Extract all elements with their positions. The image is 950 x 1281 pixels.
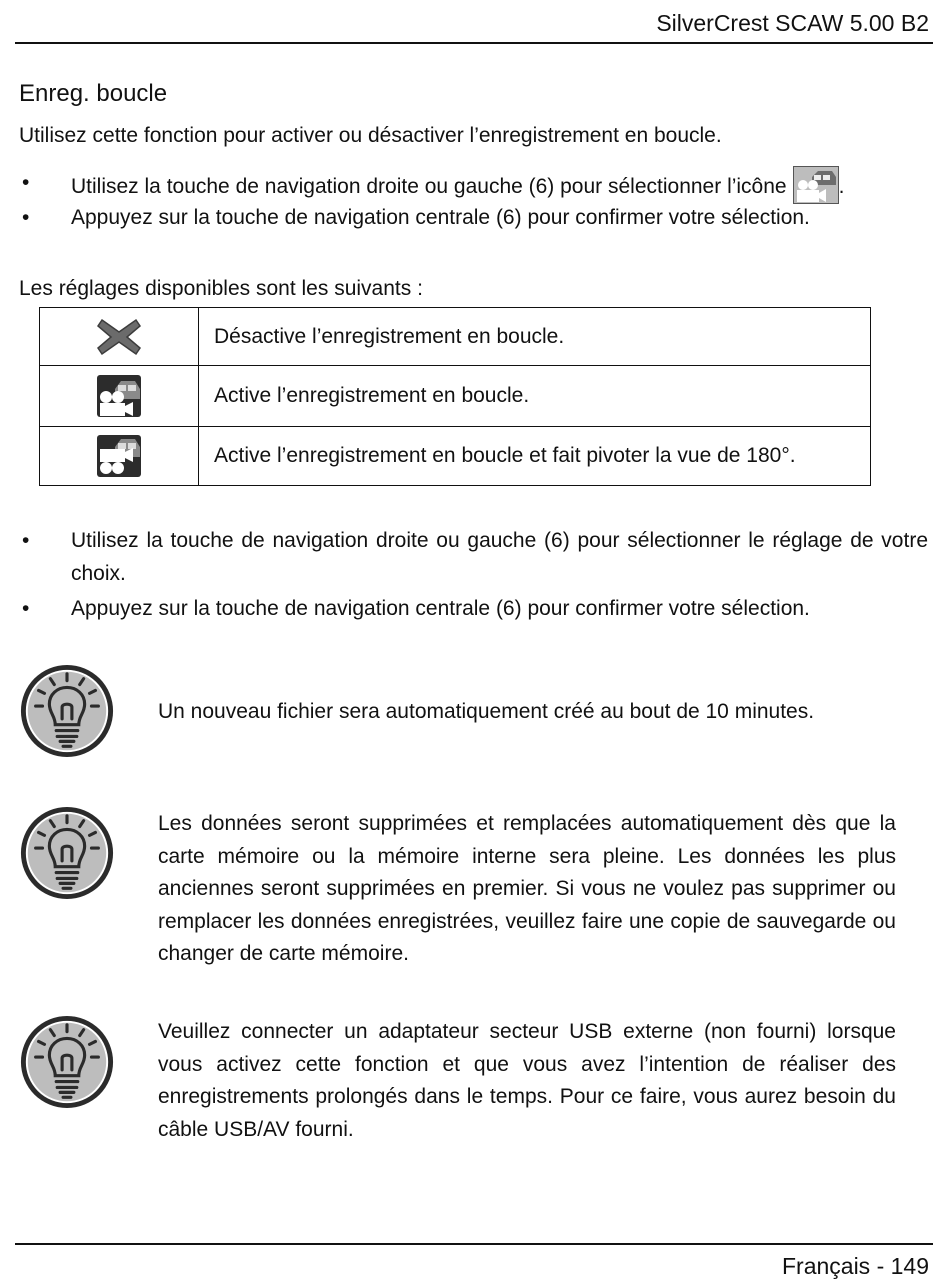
x-icon: [96, 316, 142, 358]
bullet-symbol: •: [22, 597, 30, 620]
lightbulb-icon: [18, 804, 116, 902]
table-row: [40, 308, 871, 366]
loop-record-rotate-icon: [97, 435, 141, 477]
loop-record-icon: [97, 375, 141, 417]
setting-description: Désactive l’enregistrement en boucle.: [199, 308, 871, 366]
tip-text: Les données seront supprimées et remplacées automatiquement dès que la carte mémoire ou la mémoire interne sera pleine. Les données les plus anciennes seront supprimées en premier. Si vous ne voulez pas supprimer ou remplacer les données enregistrées, veuillez faire une copie de sauvegarde ou changer de carte mémoire.: [158, 812, 896, 965]
bullet-text: Appuyez sur la touche de navigation centrale (6) pour confirmer votre sélection.: [71, 206, 810, 229]
tip-text: Veuillez connecter un adaptateur secteur USB externe (non fourni) lorsque vous activez cette fonction et que vous avez l’intention de réaliser des enregistrements prolongés dans le temps. Pour ce faire, vous aurez besoin du câble USB/AV fourni.: [158, 1020, 896, 1141]
bullet-item: [22, 524, 928, 590]
section-title: Enreg. boucle: [19, 80, 168, 107]
page-number: Français - 149: [781, 1253, 929, 1279]
tip-text: Un nouveau fichier sera automatiquement créé au bout de 10 minutes.: [158, 700, 815, 723]
setting-description: Active l’enregistrement en boucle et fait pivoter la vue de 180°.: [199, 427, 871, 486]
bullet-symbol: •: [22, 171, 30, 194]
table-row: [40, 366, 871, 427]
bullet-text: Utilisez la touche de navigation droite ou gauche (6) pour sélectionner l’icône: [71, 175, 787, 198]
lightbulb-icon: [18, 662, 116, 760]
bullet-text: Utilisez la touche de navigation droite ou gauche (6) pour sélectionner le réglage de votre choix.: [71, 529, 928, 585]
bullet-symbol: •: [22, 529, 30, 552]
bullet-symbol: •: [22, 206, 30, 229]
bullet-item: [22, 201, 928, 234]
page-footer: [15, 1243, 933, 1279]
table-row: [40, 427, 871, 486]
table-intro: Les réglages disponibles sont les suivants :: [19, 277, 423, 300]
settings-table: [39, 307, 871, 486]
bullet-item: [22, 592, 928, 625]
page-header: [15, 8, 933, 44]
lightbulb-icon: [18, 1013, 116, 1111]
header-title: SilverCrest SCAW 5.00 B2: [656, 10, 929, 36]
section-intro: Utilisez cette fonction pour activer ou désactiver l’enregistrement en boucle.: [19, 124, 722, 147]
bullet-text: Appuyez sur la touche de navigation centrale (6) pour confirmer votre sélection.: [71, 597, 810, 620]
setting-description: Active l’enregistrement en boucle.: [199, 366, 871, 427]
bullet-item: • Utilisez la touche de navigation droite ou gauche (6) pour sélectionner l’icône .: [22, 166, 928, 204]
loop-record-icon: [793, 166, 839, 204]
